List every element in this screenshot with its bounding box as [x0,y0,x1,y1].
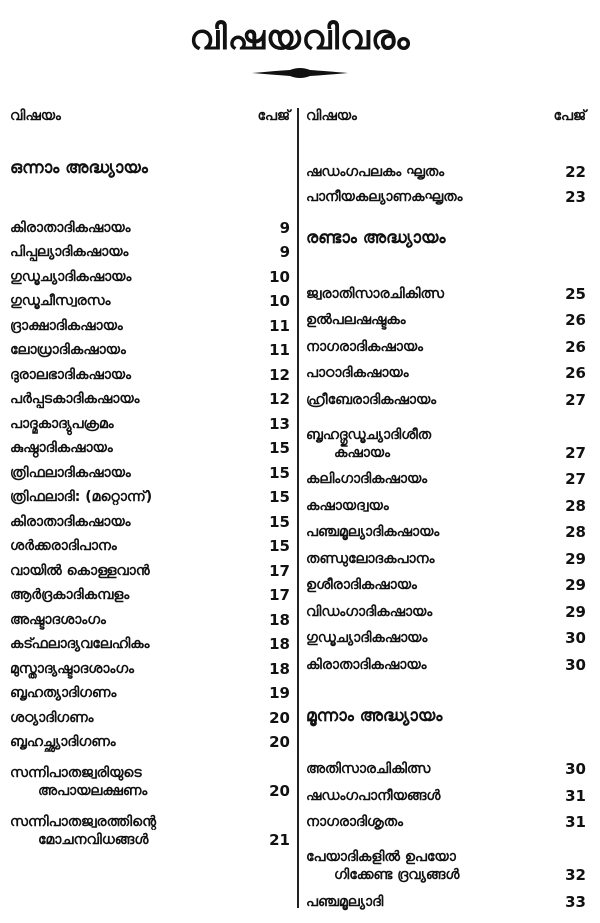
left-header [10,108,290,136]
toc-entry-title [306,285,560,303]
toc-entry-title [306,188,560,206]
toc-entry-title [306,364,560,382]
toc-entry-page: 11 [269,316,290,335]
toc-entry [306,647,586,674]
toc-entry-title [10,733,264,751]
toc-entry-title-line1: കുഷ്ഠാദികഷായം [10,440,113,456]
toc-entry-title [10,366,264,384]
toc-entry [306,884,586,911]
toc-entry-title-line1: ശർക്കരാദിപാനം [10,538,117,554]
chapter-heading-1: ഒന്നാം അദ്ധ്യായം [10,158,148,178]
toc-entry [306,462,586,489]
right-header [306,108,586,136]
toc-entry-title [306,470,560,488]
toc-entry-title-line1: അതിസാരചികിത്സ [306,761,431,777]
toc-entry-title [10,341,264,359]
toc-entry-page: 26 [565,337,586,356]
title-ornament [250,66,350,80]
toc-entry-page: 20 [269,733,290,751]
toc-entry-page: 12 [269,390,290,408]
toc-entry [306,805,586,832]
toc-entry-page: 25 [565,284,586,303]
toc-entry-title-line1: ഗുഡൂച്യാദികഷായം [10,268,132,285]
toc-entry [10,408,290,433]
toc-entry-title [10,268,264,286]
toc-entry-title [306,893,560,911]
toc-entry [10,800,290,849]
toc-entry-title-line1: ഹ്രീബേരാദികഷായം [306,391,437,408]
toc-entry-title-line1: കിരാതാദികഷായം [10,513,131,530]
page-title: വിഷയവിവരം [189,18,411,58]
toc-entry-title [306,813,560,831]
toc-entry-title [10,464,264,482]
toc-entry-page: 19 [269,684,290,702]
toc-entry-title [10,292,264,310]
toc-entry-page: 18 [269,659,290,678]
header-subject: വിഷയം [10,108,61,124]
toc-entry-title-line2: കഷായം [334,444,390,461]
toc-entry-title [10,439,264,457]
toc-entry [10,727,290,752]
toc-entry-title [10,611,264,629]
toc-entry-title [306,576,560,594]
toc-entry [10,286,290,311]
toc-entry-title-line1: ഉൽപലഷഷ്ടകം [306,312,406,328]
toc-entry [306,568,586,595]
toc-entry-title [10,586,264,604]
toc-entry-page: 9 [279,218,290,237]
toc-entry-title-line2: ഗിക്കേണ്ട ദ്രവ്യങ്ങൾ [334,867,460,883]
toc-entry-title [10,660,264,678]
toc-entry-title-line1: കഷായദ്വയം [306,497,389,514]
toc-entry-page: 30 [565,629,586,647]
toc-entry-title-line1: പേയാദികളിൽ ഉപയോ [306,849,456,865]
toc-entry [306,409,586,462]
toc-entry-title [306,848,560,884]
toc-entry [10,751,290,800]
toc-entry-page: 13 [269,414,290,433]
toc-entry [10,506,290,531]
toc-entry-title [306,603,560,621]
toc-entry-page: 27 [565,443,586,462]
toc-entry-page: 27 [565,470,586,488]
toc-entry-page: 15 [269,488,290,506]
toc-entry-page: 17 [269,561,290,580]
toc-entry [306,329,586,356]
toc-entry-title-line1: നാഗരാദിശൃതം [306,814,403,830]
toc-entry-title-line1: ത്രിഫലാദികഷായം [10,464,131,481]
toc-entry [10,580,290,605]
toc-entry-title [306,760,560,778]
toc-entry [10,261,290,286]
toc-entry-title-line1: ഉശീരാദികഷായം [306,577,417,593]
toc-entry-title-line1: അഷ്ടാദശാംഗം [10,611,106,628]
toc-entry-title [10,488,264,506]
toc-entry-title [10,390,264,408]
header-page: പേജ് [553,108,586,124]
toc-entry-title-line1: നാഗരാദികഷായം [306,338,424,355]
toc-entry-title [306,787,560,805]
toc-entry-page: 10 [269,267,290,286]
toc-entry [10,384,290,409]
toc-entry-title-line1: സന്നിപാതജ്വരിയുടെ [10,765,142,781]
toc-entry [306,621,586,648]
toc-entry-title-line1: പഞ്ചമൂല്യാദികഷായം [306,524,440,540]
toc-entry-title [306,497,560,515]
toc-entry-title [306,523,560,541]
toc-entry [10,237,290,262]
toc-entry [10,335,290,360]
toc-entry [10,482,290,507]
left-column [10,108,290,849]
toc-entry-title [10,537,264,555]
toc-entry-page: 28 [565,496,586,515]
toc-entry-title-line1: തണ്ഡുലോദകപാനം [306,550,435,567]
toc-entry-title [10,709,264,727]
toc-entry-title-line1: മുസ്താദ്യഷ്ടാദശാംഗം [10,660,134,677]
toc-entry-page: 26 [565,364,586,382]
toc-entry [306,831,586,884]
toc-entry [10,555,290,580]
toc-entry [10,604,290,629]
toc-entry-page: 29 [565,602,586,621]
toc-entry-page: 31 [565,786,586,805]
toc-entry-page: 31 [565,813,586,831]
toc-entry-title-line1: കിരാതാദികഷായം [10,219,131,236]
toc-entry-title-line1: കട്ഫലാദ്യവലേഹികം [10,636,150,652]
toc-entry [306,156,586,181]
toc-entry-title [10,243,264,261]
chapter-heading-3: മൂന്നാം അദ്ധ്യായം [306,705,443,726]
right-rows-top [306,156,586,206]
toc-entry-title [306,338,560,356]
toc-entry-title-line1: ലോധ്രാദികഷായം [10,342,126,358]
toc-entry [306,488,586,515]
toc-entry-page: 10 [269,292,290,310]
toc-entry-page: 27 [565,390,586,409]
toc-entry-page: 15 [269,463,290,482]
toc-entry [10,359,290,384]
column-divider [297,108,299,908]
toc-entry [306,356,586,383]
header-subject: വിഷയം [306,108,357,124]
toc-entry-title [306,163,560,181]
toc-entry-title-line1: കിരാതാദികഷായം [306,656,427,673]
toc-entry-title [306,426,560,462]
toc-entry [306,382,586,409]
right-column [306,108,586,911]
toc-entry [10,678,290,703]
toc-entry-title-line1: ദ്രാക്ഷാദികഷായം [10,317,123,334]
toc-entry-page: 29 [565,549,586,568]
chapter-heading-2: രണ്ടാം അദ്ധ്യായം [306,228,446,248]
toc-entry-page: 11 [269,341,290,359]
toc-entry [306,778,586,805]
toc-entry-page: 17 [269,586,290,604]
toc-entry-title-line1: പഞ്ചമൂല്യാദി [306,893,384,910]
toc-entry [10,310,290,335]
toc-entry-page: 18 [269,610,290,629]
toc-entry-page: 30 [565,655,586,674]
toc-entry-title-line1: പാദ്മകാദ്യുപക്രമം [10,415,114,432]
toc-entry-title-line1: പാനീയകല്യാണകഘൃതം [306,189,463,205]
toc-entry-page: 15 [269,512,290,531]
toc-entry-title [10,764,264,800]
toc-entry-title-line1: ത്രിഫലാദി: (മറ്റൊന്ന്) [10,489,153,505]
toc-entry-page: 20 [269,708,290,727]
toc-entry-title-line1: ഗുഡൂച്യാദികഷായം [306,630,428,646]
toc-entry-page: 23 [565,188,586,206]
toc-entry-title-line1: ബൃഹച്ഛ്യാദിഗണം [10,734,116,750]
toc-entry-title-line2: അപായലക്ഷണം [38,783,148,799]
toc-entry [10,702,290,727]
toc-entry-title [306,629,560,647]
toc-entry [306,752,586,779]
toc-entry-page: 33 [565,892,586,911]
toc-entry-page: 26 [565,311,586,329]
toc-entry [10,457,290,482]
toc-entry-title [10,813,264,849]
toc-entry-title [10,684,264,702]
toc-entry-page: 9 [279,243,290,261]
toc-entry-title [306,656,560,674]
toc-entry-title-line1: ബൃഹദ്ഗുഡൂച്യാദിശീത [306,426,432,443]
toc-entry [10,212,290,237]
toc-entry-page: 15 [269,439,290,457]
toc-entry-page: 18 [269,635,290,653]
toc-entry-title-line1: ശഠ്യാദിഗണം [10,709,94,726]
toc-entry-title-line1: ദുരാലഭാദികഷായം [10,366,131,383]
toc-entry-title [10,635,264,653]
toc-entry [10,433,290,458]
left-rows [10,212,290,849]
toc-entry-page: 20 [269,782,290,800]
toc-entry-title-line1: ബൃഹത്യാദിഗണം [10,685,117,701]
toc-entry-title-line1: വിഡംഗാദികഷായം [306,603,433,620]
toc-entry-page: 12 [269,365,290,384]
right-rows-mid [306,276,586,674]
toc-entry-title-line1: ആർദ്രകാദികമ്പളം [10,587,130,603]
toc-entry-title-line1: ഷഡംഗപലകം ഘൃതം [306,164,445,180]
toc-entry-title-line1: പാഠാദികഷായം [306,365,409,381]
toc-entry-title-line1: ജ്വരാതിസാരചികിത്സ [306,285,444,302]
toc-entry [306,276,586,303]
toc-entry-title [306,391,560,409]
toc-entry-title [10,562,264,580]
toc-entry-page: 21 [269,831,290,849]
toc-entry [306,541,586,568]
toc-entry-page: 30 [565,760,586,778]
toc-entry-title-line1: ഗുഡൂചീസ്വരസം [10,293,111,309]
toc-entry-title-line1: പർപ്പടകാദികഷായം [10,391,140,407]
toc-entry [306,303,586,330]
toc-entry [306,181,586,206]
header-page: പേജ് [257,108,290,124]
toc-entry-title-line1: ഷഡംഗപാനീയങ്ങൾ [306,787,441,804]
toc-entry-page: 22 [565,163,586,181]
toc-entry-title [10,219,264,237]
toc-entry [10,531,290,556]
right-rows-bottom [306,752,586,911]
toc-entry-title-line1: വായിൽ കൊള്ളവാൻ [10,562,150,579]
toc-entry-title [306,311,560,329]
toc-entry [10,653,290,678]
toc-entry-title [306,550,560,568]
toc-entry-page: 32 [565,866,586,884]
toc-entry [306,594,586,621]
toc-entry-title-line1: സന്നിപാതജ്വരത്തിന്റെ [10,814,157,830]
toc-entry-page: 28 [565,523,586,541]
toc-entry-title [10,513,264,531]
toc-entry-title [10,317,264,335]
toc-entry-title [10,415,264,433]
toc-entry-page: 15 [269,537,290,555]
toc-entry-title-line1: പിപ്പല്യാദികഷായം [10,244,129,260]
toc-entry [10,629,290,654]
toc-entry [306,515,586,542]
toc-entry-title-line1: കലിംഗാദികഷായം [306,471,428,487]
toc-entry-page: 29 [565,576,586,594]
toc-entry-title-line2: മോചനവിധങ്ങൾ [38,832,149,848]
